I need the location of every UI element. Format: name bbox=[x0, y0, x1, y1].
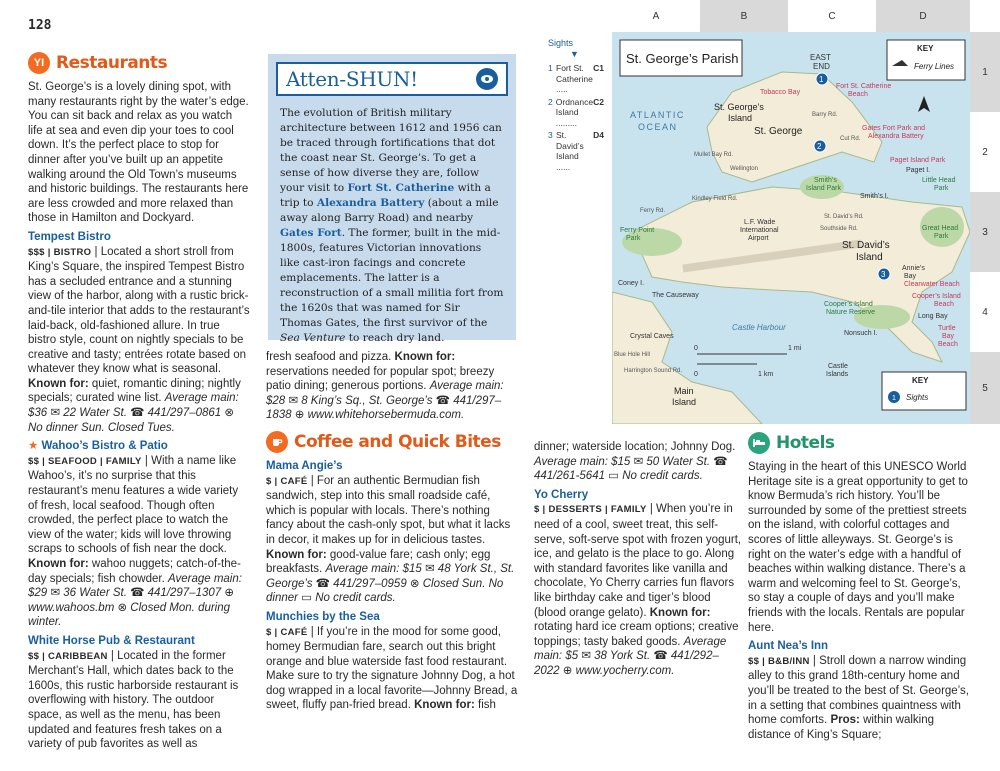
venue-mama-angies: $ | CAFÉ | For an authentic Bermudian fish sandwich, step into this small roadside café, which is popular with locals. There’s nothing fancy about the cash-only spot, but what it lacks in decor, it makes up for in delicious tastes. Known for: good-value fare; cash only; egg breakfasts. Average main: $15 ✉ 48 York St., St. George’s ☎ 441/297–0959 ⊗ Closed Sun. No dinner ▭ No credit cards. bbox=[266, 474, 515, 605]
label-coopers-beach-2: Beach bbox=[934, 301, 954, 308]
label-main: Main bbox=[674, 386, 694, 396]
label-coopers-beach-1: Cooper’s Island bbox=[912, 293, 961, 300]
venue-desc: With a name like Wahoo’s, it’s no surprise that this restaurant’s menu features a wide variety of fresh, local seafood. Though often crowded, the perfect place to watch the view of the water; kids will love throwing scraps to schools of fish near the dock. bbox=[28, 454, 239, 556]
label-fort-catherine-2: Beach bbox=[848, 91, 868, 98]
grid-row-3: 3 bbox=[970, 192, 1000, 272]
label-coopers-1: Cooper’s Island bbox=[824, 301, 873, 308]
known-for: rotating hard ice cream options; creative toppings; tasty baked goods. bbox=[534, 621, 739, 648]
known-for-label: Known for: bbox=[414, 699, 475, 712]
known-for: good-value fare; cash only; egg breakfasts. bbox=[266, 548, 491, 576]
category-tag: CAFÉ bbox=[280, 626, 308, 638]
known-for-label: Known for: bbox=[394, 351, 456, 363]
category-tag: DESSERTS | FAMILY bbox=[548, 504, 647, 516]
label-turtle-1: Turtle bbox=[938, 325, 956, 332]
label-great-head-1: Great Head bbox=[922, 225, 959, 232]
label-smiths-island: Smith’s I. bbox=[860, 193, 889, 200]
sidebar-italic: Sea Venture bbox=[280, 332, 346, 344]
key-top-item: Ferry Lines bbox=[914, 62, 955, 71]
eye-icon bbox=[476, 68, 498, 90]
venue-details: Average main: $5 ✉ 38 York St. ☎ 441/292–2022 ⊕ www.yocherry.com. bbox=[534, 635, 727, 677]
sidebar-link-fort: Fort St. Catherine bbox=[347, 182, 455, 194]
label-blue-hole: Blue Hole Hill bbox=[614, 352, 651, 358]
scale-km: 1 km bbox=[758, 371, 774, 378]
sight-num: 3 bbox=[548, 130, 553, 140]
label-long-bay: Long Bay bbox=[918, 313, 948, 320]
column-2-lower bbox=[266, 350, 518, 717]
sight-num: 2 bbox=[548, 96, 553, 107]
sidebar-text: The evolution of British military architecture between 1612 and 1956 can be traced through fortifications that dot the coast near St. George’s. To get a sense of how diverse they are, follow your visit to bbox=[280, 107, 502, 194]
label-ferry-point-1: Ferry Point bbox=[620, 227, 655, 234]
hotels-section bbox=[748, 432, 974, 746]
venue-details: Average main: $28 ✉ 8 King’s Sq., St. George’s ☎ 441/297–1838 ⊕ www.whitehorsebermuda.com. bbox=[266, 380, 504, 422]
hotels-intro: Staying in the heart of this UNESCO World Heritage site is a great opportunity to get to know Bermuda’s rich history. You’ll be surrounded by some of the prettiest streets on the island, with colorful cottages and scores of little alleyways. St. George’s is right on the water’s edge with a handful of beaches within walking distance. There’s a warm and welcoming feel to St. George’s, so stay a couple of days and you’ll make friends with the locals. Rentals are popular here. bbox=[748, 461, 968, 634]
label-airport-3: Airport bbox=[748, 235, 769, 242]
venue-desc: For an authentic Bermudian fish sandwich, step into this small roadside café, which is popular with locals. There’s nothing fancy about the cash-only spot, but what it lacks in decor, it makes up for in delicious tastes. bbox=[266, 474, 511, 546]
continued-text: fresh seafood and pizza. bbox=[266, 351, 392, 363]
pros-text: within walking distance of King’s Square; bbox=[748, 714, 935, 741]
sight-name: Fort St. Catherine ..... bbox=[556, 63, 593, 94]
triangle-down-icon: ▼ bbox=[570, 48, 579, 59]
label-gates-1: Gates Fort Park and bbox=[862, 125, 926, 132]
key-bottom-item: Sights bbox=[906, 393, 929, 402]
restaurants-intro: St. George’s is a lovely dining spot, with many restaurants right by the water’s edge. You can sit back and relax as you watch life at sea and even dip your toes to cool down. It’s the perfect place to stop for dinner after you’ve built up an appetite walking around the Old Town’s museums and historic buildings. The restaurants here are less crowded and more relaxed than those in Hamilton and Dockyard. bbox=[28, 81, 249, 225]
grid-column-c: C bbox=[788, 0, 876, 32]
venue-desc: When you’re in need of a cool, sweet treat, this self-serve, soft-serve spot with frozen yogurt, ice, and gelato is the place to go. Along with standard favorites like vanilla and chocolate, Yo Cherry carries fun flavors like birthday cake and tiger’s blood (blood orange gelato). bbox=[534, 503, 742, 619]
label-barry-rd: Barry Rd. bbox=[812, 112, 838, 118]
venue-name-white-horse: White Horse Pub & Restaurant bbox=[28, 634, 195, 647]
price-tag: $ bbox=[534, 504, 540, 516]
grid-row-1: 1 bbox=[970, 32, 1000, 112]
known-for-label: Known for: bbox=[28, 377, 89, 390]
label-turtle-2: Bay bbox=[942, 333, 955, 340]
venue-aunt-neas: $$ | B&B/INN | Stroll down a narrow winding alley to this grand 18th-century home and you’ll be treated to the best of St. George’s, in a setting that combines quaintness with home comforts. Pros: within walking distance of King’s Square; bbox=[748, 654, 969, 741]
known-for: wahoo nuggets; catch-of-the-day specials; fish chowder. bbox=[28, 558, 241, 585]
price-tag: $ bbox=[266, 626, 272, 638]
venue-name-mama-angies: Mama Angie’s bbox=[266, 459, 343, 472]
price-tag: $$$ bbox=[28, 246, 45, 258]
venue-name-tempest: Tempest Bistro bbox=[28, 230, 111, 243]
venue-tempest: $$$ | BISTRO | Located a short stroll from King’s Square, the inspired Tempest Bistro has a secluded entrance and a stunning view of the harbor, along with a rustic brick-and-tile interior that adds to the restaurant’s laid-back, old-fashioned allure. In true bistro style, count on nightly specials to be creative and tasty; entrées rotate based on whatever they know what is seasonal. Known for: quiet, romantic dining; nightly specials; curated wine list. Average main: $36 ✉ 22 Water St. ☎ 441/297–0861 ⊗ No dinner Sun. Closed Tues. bbox=[28, 245, 250, 434]
venue-munchies: $ | CAFÉ | If you’re in the mood for some good, homey Bermudian fare, search out this bright orange and blue waterside fast food restaurant. Make sure to try the signature Johnny Dog, a hot dog wrapped in a local favorite—Johnny Bread, a sweet, fluffy pan-fried bread. Known for: fish bbox=[266, 625, 518, 712]
sights-title bbox=[548, 38, 604, 59]
grid-column-d: D bbox=[876, 0, 970, 32]
label-airport-2: International bbox=[740, 227, 779, 234]
continued-text: dinner; waterside location; Johnny Dog. bbox=[534, 441, 736, 453]
column-3 bbox=[534, 440, 742, 683]
venue-name-yo-cherry: Yo Cherry bbox=[534, 488, 589, 501]
map-title: St. George’s Parish bbox=[626, 51, 739, 66]
label-castle-islands-2: Islands bbox=[826, 371, 849, 378]
sight-marker-2-num: 2 bbox=[817, 142, 822, 151]
label-davids-rd: St. David’s Rd. bbox=[824, 214, 864, 220]
st-georges-map bbox=[612, 32, 970, 424]
sight-name: Ordnance Island ......... bbox=[555, 96, 594, 128]
label-smiths-1: Smith’s bbox=[814, 177, 837, 184]
label-crystal-caves: Crystal Caves bbox=[630, 333, 674, 340]
label-mullet-bay: Mullet Bay Rd. bbox=[694, 152, 734, 158]
label-annies-2: Bay bbox=[904, 273, 917, 280]
label-clearwater: Clearwater Beach bbox=[904, 281, 960, 288]
label-st-davids-island: Island bbox=[856, 252, 883, 263]
label-castle-harbour: Castle Harbour bbox=[732, 323, 786, 332]
sight-marker-3-num: 3 bbox=[881, 270, 886, 279]
sights-title-text: Sights bbox=[548, 38, 574, 48]
category-tag: CARIBBEAN bbox=[48, 650, 108, 662]
label-ocean: OCEAN bbox=[638, 122, 678, 132]
label-causeway: The Causeway bbox=[652, 292, 699, 299]
sidebar-text: to reach dry land. bbox=[348, 332, 445, 344]
page-number: 128 bbox=[28, 18, 52, 33]
scale-mi: 1 mi bbox=[788, 345, 802, 352]
venue-details: Average main: $36 ✉ 22 Water St. ☎ 441/297–0861 ⊗ No dinner Sun. Closed Tues. bbox=[28, 392, 239, 434]
sidebar-text: (about a mile away along Barry Road) and nearby bbox=[280, 197, 499, 224]
venue-name-munchies: Munchies by the Sea bbox=[266, 610, 380, 623]
known-for-label: Known for: bbox=[649, 606, 711, 619]
grid-column-a: A bbox=[612, 0, 700, 32]
hotels-header bbox=[748, 432, 974, 454]
label-island: Island bbox=[728, 113, 753, 123]
known-for-label: Known for: bbox=[28, 558, 89, 570]
grid-row-4: 4 bbox=[970, 272, 1000, 352]
category-tag: BISTRO bbox=[53, 246, 92, 258]
label-ferry-point-2: Park bbox=[626, 235, 641, 242]
label-annies-1: Annie’s bbox=[902, 265, 925, 272]
label-st-davids: St. David’s bbox=[842, 240, 890, 251]
sight-entry bbox=[548, 130, 604, 172]
label-paget-park: Paget Island Park bbox=[890, 157, 946, 164]
label-smiths-2: Island Park bbox=[806, 185, 842, 192]
venue-desc: If you’re in the mood for some good, homey Bermudian fare, search out this bright orange and blue waterside fast food restaurant. Make sure to try the signature Johnny Dog, a hot dog wrapped in a local favorite—Johnny Bread, a sweet, fluffy pan-fried bread. bbox=[266, 625, 518, 712]
sidebar-text: with a trip to bbox=[280, 182, 491, 209]
label-fort-catherine-1: Fort St. Catherine bbox=[836, 83, 892, 90]
label-airport-1: L.F. Wade bbox=[744, 219, 776, 226]
atten-shun-sidebar bbox=[268, 54, 516, 344]
venue-desc: Stroll down a narrow winding alley to this grand 18th-century home and you’ll be treated to the best of St. George’s, in a setting that combines quaintness with home comforts. bbox=[748, 654, 969, 727]
label-end: END bbox=[813, 62, 830, 71]
label-castle-islands-1: Castle bbox=[828, 363, 848, 370]
sidebar-link-gates: Gates Fort bbox=[280, 227, 342, 239]
bed-icon bbox=[748, 432, 770, 454]
venue-yo-cherry: $ | DESSERTS | FAMILY | When you’re in need of a cool, sweet treat, this self-serve, soft-serve spot with frozen yogurt, ice, and gelato is the place to go. Along with standard favorites like vanilla and chocolate, Yo Cherry carries fun flavors like birthday cake and tiger’s blood (blood orange gelato). Known for: rotating hard ice cream options; creative toppings; tasty baked goods. Average main: $5 ✉ 38 York St. ☎ 441/292–2022 ⊕ www.yocherry.com. bbox=[534, 503, 742, 677]
label-coopers-2: Nature Reserve bbox=[826, 309, 876, 316]
price-tag: $$ bbox=[748, 655, 760, 667]
price-tag: $$ bbox=[28, 650, 40, 662]
grid-row-2: 2 bbox=[970, 112, 1000, 192]
sidebar-body bbox=[268, 96, 516, 346]
label-main-island: Island bbox=[672, 397, 697, 407]
sidebar-link-battery: Alexandra Battery bbox=[316, 197, 425, 209]
label-harrington: Harrington Sound Rd. bbox=[624, 368, 683, 374]
hotels-heading: Hotels bbox=[776, 432, 835, 453]
sights-legend bbox=[548, 38, 604, 172]
venue-details: Average main: $29 ✉ 36 Water St. ☎ 441/297–1307 ⊕ www.wahoos.bm ⊗ Closed Mon. during winter. bbox=[28, 572, 242, 629]
venue-desc: Located a short stroll from King’s Square, the inspired Tempest Bistro has a secluded entrance and a stunning view of the harbor, along with a rustic brick-and-tile interior that adds to the restaurant’s laid-back, old-fashioned allure. In true bistro style, count on nightly specials to be creative and tasty; entrées rotate based on whatever they know what is seasonal. bbox=[28, 245, 250, 376]
label-st-georges-island: St. George’s bbox=[714, 102, 764, 112]
category-tag: SEAFOOD | FAMILY bbox=[48, 455, 142, 467]
restaurants-heading: Restaurants bbox=[56, 52, 168, 73]
known-for: fish bbox=[478, 699, 496, 712]
venue-white-horse: $$ | CARIBBEAN | Located in the former Merchant’s Hall, which dates back to the 1600s, this rustic harborside restaurant is overflowing with history. The outdoor space, as well as the menu, has been updated and features fresh takes on a variety of pub favorites as well as bbox=[28, 649, 239, 751]
sight-num: 1 bbox=[548, 63, 553, 73]
venue-details: Average main: $15 ✉ 50 Water St. ☎ 441/261-5641 ▭ No credit cards. bbox=[534, 455, 728, 483]
star-icon: ★ bbox=[28, 440, 39, 453]
label-east: EAST bbox=[810, 53, 831, 62]
label-st-george: St. George bbox=[754, 126, 803, 137]
scale-zero-km: 0 bbox=[694, 371, 698, 378]
pros-label: Pros: bbox=[830, 714, 860, 727]
sight-marker-1-num: 1 bbox=[819, 75, 824, 84]
label-little-head-1: Little Head bbox=[922, 177, 956, 184]
restaurants-header bbox=[28, 52, 250, 74]
known-for: quiet, romantic dining; nightly specials; curated wine list. bbox=[28, 377, 241, 405]
coffee-heading: Coffee and Quick Bites bbox=[294, 431, 501, 452]
label-nonsuch: Nonsuch I. bbox=[844, 330, 878, 337]
venue-name-wahoos bbox=[28, 439, 250, 454]
price-tag: $$ bbox=[28, 455, 40, 467]
sight-grid: D4 bbox=[593, 130, 604, 140]
label-southside-rd: Southside Rd. bbox=[820, 226, 858, 232]
white-horse-continued bbox=[266, 350, 518, 423]
label-ferry-rd: Ferry Rd. bbox=[640, 208, 666, 214]
label-gates-2: Alexandra Battery bbox=[868, 133, 924, 140]
sight-entry bbox=[548, 97, 604, 129]
key-bottom-title: KEY bbox=[912, 376, 929, 385]
sight-grid: C1 bbox=[593, 63, 604, 73]
label-coney: Coney I. bbox=[618, 280, 645, 287]
price-tag: $ bbox=[266, 475, 272, 487]
venue-name-aunt-neas: Aunt Nea’s Inn bbox=[748, 640, 829, 653]
label-great-head-2: Park bbox=[934, 233, 949, 240]
label-paget-island: Paget I. bbox=[906, 167, 931, 174]
sidebar-text: . The former, built in the mid-1800s, features Victorian innovations like cast-iron facings and concrete emplacements. The latter is a reconstruction of a small militia fort from the 1620s that was named for Sir Thomas Gates, the first survivor of the bbox=[280, 227, 504, 329]
venue-wahoos: $$ | SEAFOOD | FAMILY | With a name like Wahoo’s, it’s no surprise that this restaurant’s menu features a wide variety of fresh, local seafood. Though often crowded, the perfect place to watch the view of the water; kids will love throwing scraps to schools of fish near the dock. Known for: wahoo nuggets; catch-of-the-day specials; fish chowder. Average main: $29 ✉ 36 Water St. ☎ 441/297–1307 ⊕ www.wahoos.bm ⊗ Closed Mon. during winter. bbox=[28, 454, 242, 629]
key-top-title: KEY bbox=[917, 44, 934, 53]
venue-desc: Located in the former Merchant’s Hall, which dates back to the 1600s, this rustic harborside restaurant is overflowing with history. The outdoor space, as well as the menu, has been updated and features fresh takes on a variety of pub favorites as well as bbox=[28, 649, 239, 751]
sidebar-header bbox=[276, 62, 508, 96]
restaurants-section bbox=[28, 52, 250, 756]
label-atlantic: ATLANTIC bbox=[630, 110, 685, 120]
label-wellington: Wellington bbox=[730, 166, 758, 172]
sidebar-title: Atten-SHUN! bbox=[286, 67, 418, 91]
label-turtle-3: Beach bbox=[938, 341, 958, 348]
label-kindley-rd: Kindley Field Rd. bbox=[692, 196, 738, 202]
sight-entry bbox=[548, 63, 604, 95]
fork-knife-icon: YI bbox=[28, 52, 50, 74]
sight-grid: C2 bbox=[593, 96, 604, 107]
label-cut-rd: Cut Rd. bbox=[840, 136, 861, 142]
known-for-label: Known for: bbox=[266, 548, 327, 561]
grid-column-b: B bbox=[700, 0, 788, 32]
sight-marker-num: 1 bbox=[892, 395, 896, 402]
munchies-continued bbox=[534, 440, 742, 484]
venue-details: Average main: $15 ✉ 48 York St., St. George’s ☎ 441/297–0959 ⊗ Closed Sun. No dinner ▭ No credit cards. bbox=[266, 563, 515, 605]
category-tag: CAFÉ bbox=[280, 475, 308, 487]
sight-name: St. David’s Island ...... bbox=[556, 130, 584, 172]
coffee-cup-icon bbox=[266, 431, 288, 453]
category-tag: B&B/INN bbox=[768, 655, 810, 667]
label-tobacco-bay: Tobacco Bay bbox=[760, 89, 801, 96]
grid-row-5: 5 bbox=[970, 352, 1000, 424]
known-for: reservations needed for popular spot; breezy patio dining; generous portions. bbox=[266, 365, 495, 393]
coffee-header bbox=[266, 431, 518, 453]
venue-name-text: Wahoo’s Bistro & Patio bbox=[41, 440, 168, 453]
scale-zero-mi: 0 bbox=[694, 345, 698, 352]
label-little-head-2: Park bbox=[934, 185, 949, 192]
